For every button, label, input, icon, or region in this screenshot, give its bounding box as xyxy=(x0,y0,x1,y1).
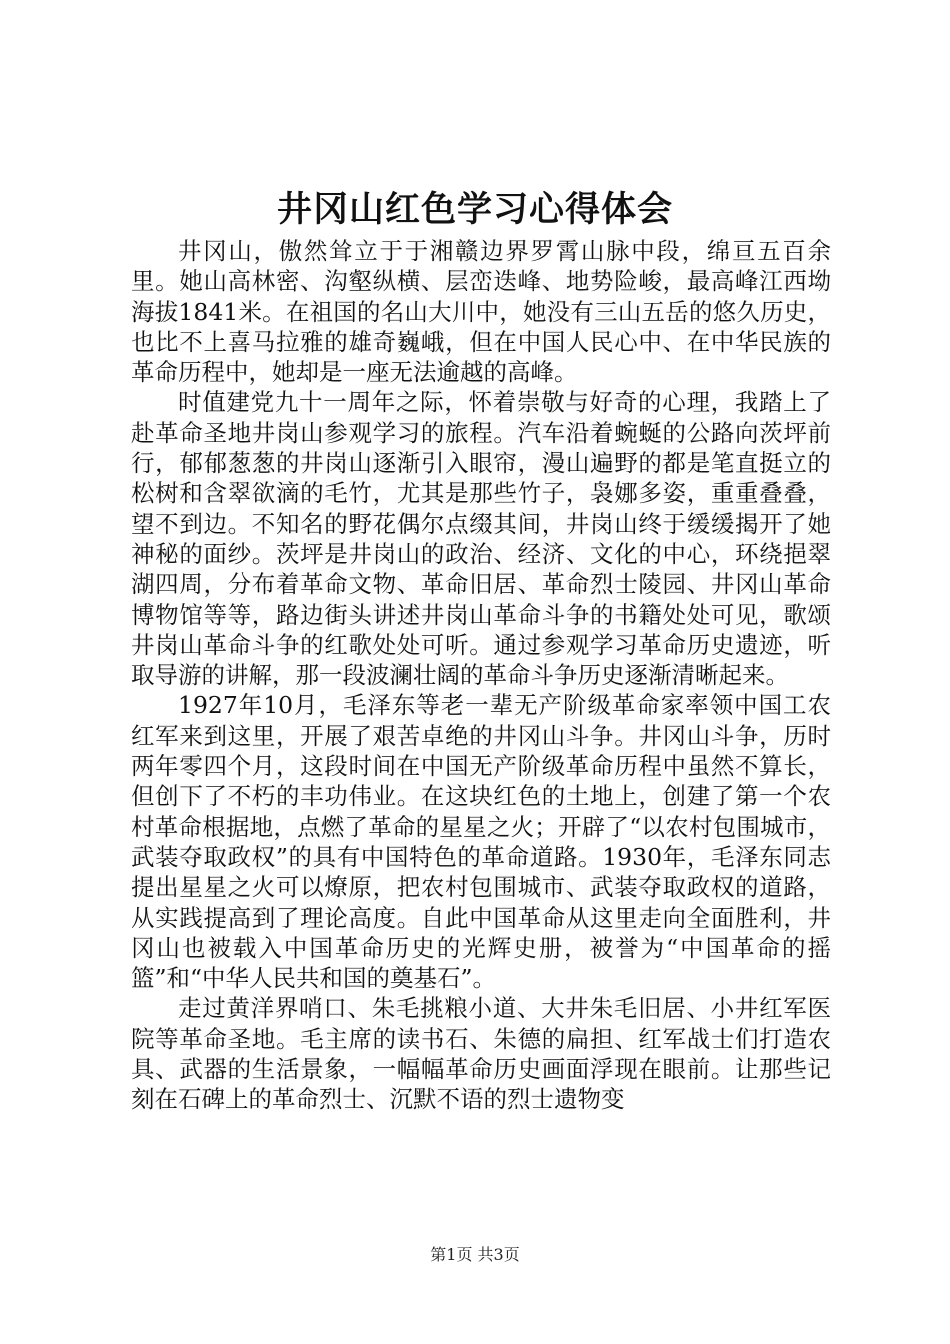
paragraph-4: 走过黄洋界哨口、朱毛挑粮小道、大井朱毛旧居、小井红军医院等革命圣地。毛主席的读书石、朱德的扁担、红军战士们打造农具、武器的生活景象，一幅幅革命历史画面浮现在眼前。让那些记刻在石碑上的革命烈士、沉默不语的烈士遗物变 xyxy=(131,994,831,1114)
document-body xyxy=(131,236,831,1115)
paragraph-3: 1927年10月，毛泽东等老一辈无产阶级革命家率领中国工农红军来到这里，开展了艰苦卓绝的井冈山斗争。井冈山斗争，历时两年零四个月，这段时间在中国无产阶级革命历程中虽然不算长，但创下了不朽的丰功伟业。在这块红色的土地上，创建了第一个农村革命根据地，点燃了革命的星星之火；开辟了“以农村包围城市，武装夺取政权”的具有中国特色的革命道路。1930年，毛泽东同志提出星星之火可以燎原，把农村包围城市、武装夺取政权的道路，从实践提高到了理论高度。自此中国革命从这里走向全面胜利，井冈山也被载入中国革命历史的光辉史册，被誉为“中国革命的摇篮”和“中华人民共和国的奠基石”。 xyxy=(131,691,831,993)
paragraph-1: 井冈山，傲然耸立于于湘赣边界罗霄山脉中段，绵亘五百余里。她山高林密、沟壑纵横、层峦迭峰、地势险峻，最高峰江西坳海拔1841米。在祖国的名山大川中，她没有三山五岳的悠久历史，也比不上喜马拉雅的雄奇巍峨，但在中国人民心中、在中华民族的革命历程中，她却是一座无法逾越的高峰。 xyxy=(131,237,831,387)
page-footer: 第1页 共3页 xyxy=(430,1245,520,1264)
paragraph-2: 时值建党九十一周年之际，怀着崇敬与好奇的心理，我踏上了赴革命圣地井岗山参观学习的旅程。汽车沿着蜿蜒的公路向茨坪前行，郁郁葱葱的井岗山逐渐引入眼帘，漫山遍野的都是笔直挺立的松树和含翠欲滴的毛竹，尤其是那些竹子，袅娜多姿，重重叠叠，望不到边。不知名的野花偶尔点缀其间，井岗山终于缓缓揭开了她神秘的面纱。茨坪是井岗山的政治、经济、文化的中心，环绕挹翠湖四周，分布着革命文物、革命旧居、革命烈士陵园、井冈山革命博物馆等等，路边街头讲述井岗山革命斗争的书籍处处可见，歌颂井岗山革命斗争的红歌处处可听。通过参观学习革命历史遗迹，听取导游的讲解，那一段波澜壮阔的革命斗争历史逐渐清晰起来。 xyxy=(131,388,831,690)
document-title: 井冈山红色学习心得体会 xyxy=(276,189,673,230)
